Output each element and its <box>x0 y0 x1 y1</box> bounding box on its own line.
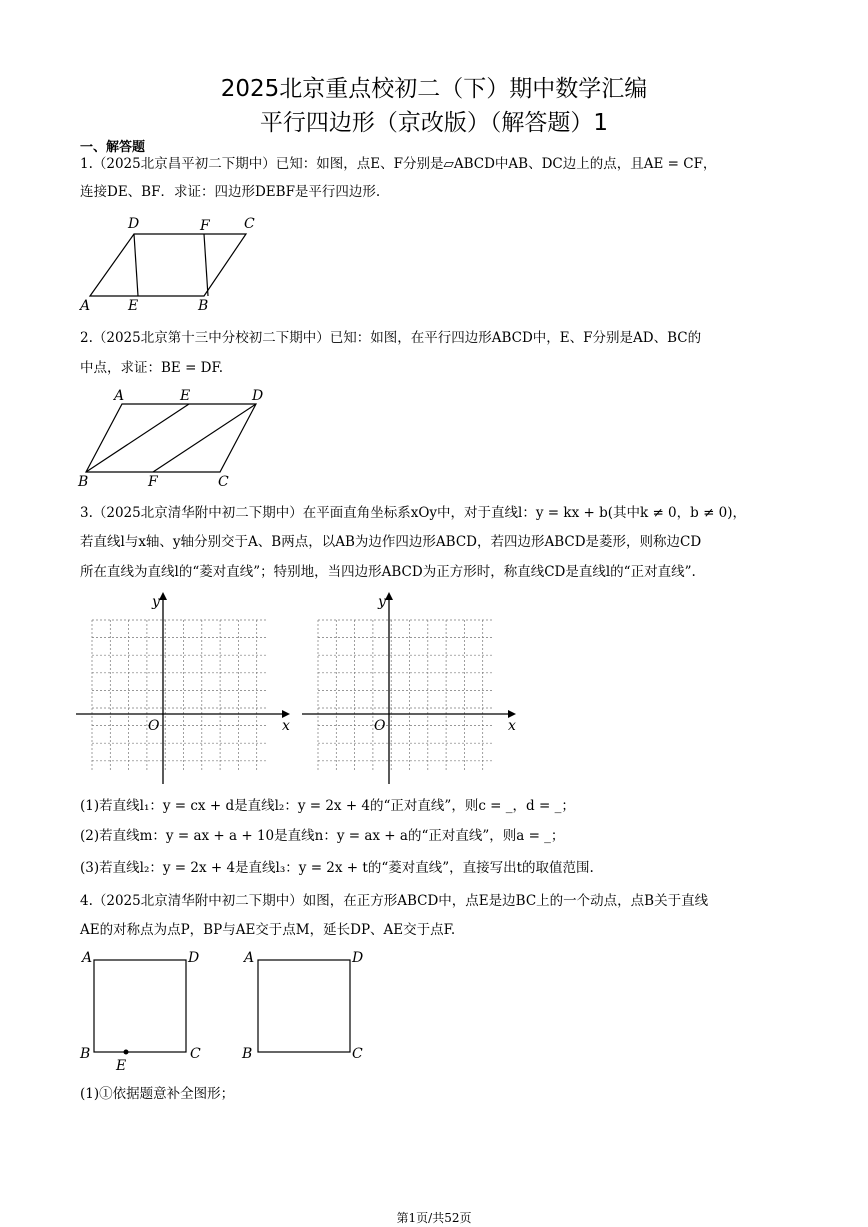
q4-fig1-label-b: B <box>80 1046 91 1062</box>
q3-left-y-label: y <box>152 594 160 610</box>
q2-label-f: F <box>148 474 158 490</box>
q3-right-x-label: x <box>508 718 516 734</box>
q4-fig1-label-d: D <box>188 950 200 966</box>
q4-fig1-label-e: E <box>116 1058 127 1072</box>
q3-right-origin-label: O <box>374 718 386 734</box>
q2-label-c: C <box>218 474 229 490</box>
q3-grid-left <box>76 590 296 786</box>
q4-fig2-label-b: B <box>242 1046 253 1062</box>
q4-square-figure-2 <box>240 946 370 1072</box>
q1-label-b: B <box>198 298 209 314</box>
q4-text-line-2: AE的对称点为点P，BP与AE交于点M，延长DP、AE交于点F. <box>80 922 456 938</box>
q3-right-y-label: y <box>378 594 386 610</box>
q2-label-e: E <box>180 388 191 404</box>
q3-grid-right <box>302 590 522 786</box>
page-title-line-2: 平行四边形（京改版）（解答题）1 <box>259 110 609 136</box>
q4-sub-question-1: (1)①依据题意补全图形； <box>80 1086 235 1102</box>
q3-sub-question-2: (2)若直线m：y = ax + a + 10是直线n：y = ax + a的“正对直线”，则a = _； <box>80 828 565 844</box>
q2-label-b: B <box>78 474 89 490</box>
q1-label-a: A <box>80 298 91 314</box>
q4-fig1-label-c: C <box>190 1046 201 1062</box>
q3-left-x-label: x <box>282 718 290 734</box>
q3-left-origin-label: O <box>148 718 160 734</box>
q4-fig2-label-c: C <box>352 1046 363 1062</box>
q1-label-c: C <box>244 216 255 232</box>
q4-text-line-1: 4.（2025北京清华附中初二下期中）如图，在正方形ABCD中，点E是边BC上的一个动点，点B关于直线 <box>80 893 709 909</box>
q3-sub-question-1: (1)若直线l₁：y = cx + d是直线l₂：y = 2x + 4的“正对直线”，则c = _，d = _； <box>80 798 575 814</box>
q3-text-line-1: 3.（2025北京清华附中初二下期中）在平面直角坐标系xOy中，对于直线l：y = kx + b(其中k ≠ 0，b ≠ 0)， <box>80 505 747 521</box>
q2-text-line-1: 2.（2025北京第十三中分校初二下期中）已知：如图，在平行四边形ABCD中，E、F分别是AD、BC的 <box>80 330 702 346</box>
q2-label-d: D <box>252 388 264 404</box>
q2-parallelogram-figure <box>76 386 276 490</box>
q2-text-line-2: 中点，求证：BE = DF. <box>80 360 224 376</box>
q4-square-figure-1 <box>76 946 206 1072</box>
q3-text-line-2: 若直线l与x轴、y轴分别交于A、B两点，以AB为边作四边形ABCD，若四边形ABCD是菱形，则称边CD <box>80 534 702 550</box>
q3-sub-question-3: (3)若直线l₂：y = 2x + 4是直线l₃：y = 2x + t的“菱对直线”，直接写出t的取值范围. <box>80 860 594 876</box>
q1-parallelogram-figure <box>76 212 286 316</box>
page-footer: 第1页/共52页 <box>396 1211 472 1225</box>
q4-fig2-label-a: A <box>244 950 255 966</box>
q1-label-f: F <box>200 218 210 234</box>
q4-fig1-label-a: A <box>82 950 93 966</box>
q1-text-line-1: 1.（2025北京昌平初二下期中）已知：如图，点E、F分别是▱ABCD中AB、DC边上的点，且AE = CF， <box>80 156 717 172</box>
section-heading: 一、解答题 <box>80 140 146 155</box>
page-title-line-1: 2025北京重点校初二（下）期中数学汇编 <box>220 76 648 102</box>
q1-label-d: D <box>128 216 140 232</box>
q1-label-e: E <box>128 298 139 314</box>
q4-fig2-label-d: D <box>352 950 364 966</box>
q2-label-a: A <box>114 388 125 404</box>
q1-text-line-2: 连接DE、BF．求证：四边形DEBF是平行四边形. <box>80 184 381 200</box>
q3-text-line-3: 所在直线为直线l的“菱对直线”；特别地，当四边形ABCD为正方形时，称直线CD是直线l的“正对直线”. <box>80 564 696 580</box>
